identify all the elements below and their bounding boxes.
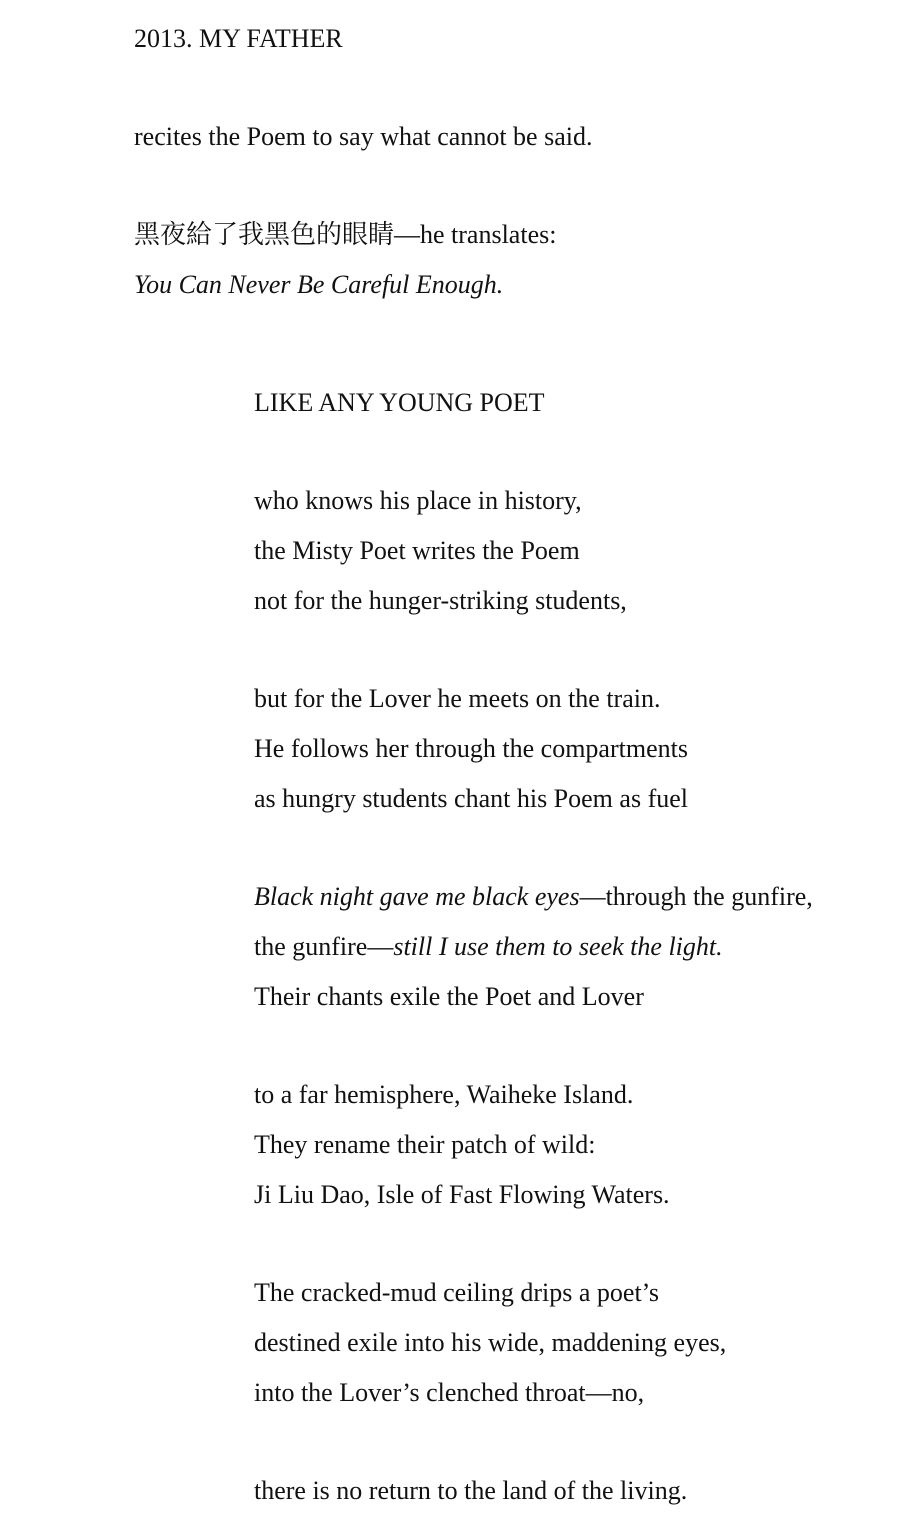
- verse-line: [254, 922, 813, 972]
- verse-line: as hungry students chant his Poem as fuel: [254, 784, 688, 813]
- poem-stanza: [254, 872, 813, 1022]
- verse-line: They rename their patch of wild:: [254, 1130, 596, 1159]
- poem-stanza: [254, 674, 688, 824]
- verse-line: to a far hemisphere, Waiheke Island.: [254, 1080, 634, 1109]
- poem-stanza: [254, 476, 627, 626]
- verse-line: into the Lover’s clenched throat—no,: [254, 1378, 645, 1407]
- verse-line-chinese: 黑夜給了我黑色的眼睛—he translates:: [134, 220, 557, 249]
- intro-stanza: [134, 210, 556, 310]
- verse-line-italic: You Can Never Be Careful Enough.: [134, 270, 504, 299]
- poem-stanza: [254, 1070, 670, 1220]
- italic-quote: Black night gave me black eyes: [254, 882, 580, 911]
- poem-stanza: [254, 1268, 726, 1418]
- verse-line: not for the hunger-striking students,: [254, 586, 627, 615]
- verse-text: —through the gunfire,: [579, 882, 813, 911]
- poem-stanza: [254, 1466, 687, 1516]
- section-heading: [134, 14, 343, 64]
- verse-line: recites the Poem to say what cannot be said.: [134, 122, 593, 151]
- verse-line: He follows her through the compartments: [254, 734, 688, 763]
- verse-line: The cracked-mud ceiling drips a poet’s: [254, 1278, 660, 1307]
- verse-line: but for the Lover he meets on the train.: [254, 684, 661, 713]
- italic-quote: still I use them to seek the light.: [393, 932, 723, 961]
- verse-line: the Misty Poet writes the Poem: [254, 536, 580, 565]
- section-title: 2013. MY FATHER: [134, 24, 343, 53]
- poem-heading: [254, 378, 545, 428]
- verse-text: the gunfire—: [254, 932, 394, 961]
- verse-line: Ji Liu Dao, Isle of Fast Flowing Waters.: [254, 1180, 670, 1209]
- intro-stanza: [134, 112, 592, 162]
- verse-line: destined exile into his wide, maddening eyes,: [254, 1328, 727, 1357]
- verse-line: who knows his place in history,: [254, 486, 582, 515]
- verse-line: [254, 872, 813, 922]
- poem-title: LIKE ANY YOUNG POET: [254, 388, 545, 417]
- verse-line: there is no return to the land of the living.: [254, 1476, 688, 1505]
- verse-line: Their chants exile the Poet and Lover: [254, 982, 644, 1011]
